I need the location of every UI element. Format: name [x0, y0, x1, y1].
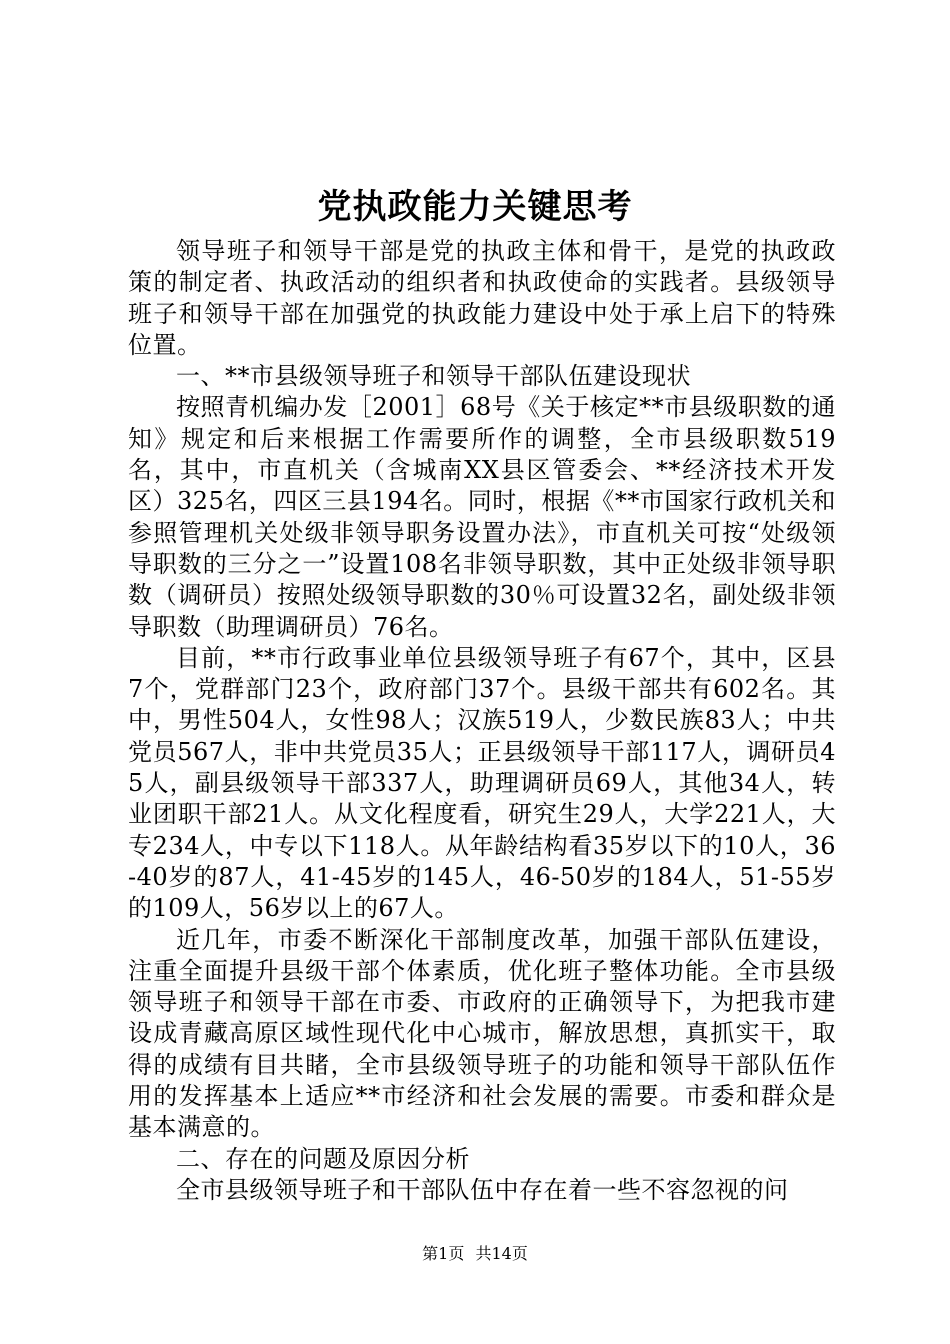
paragraph-problems: 全市县级领导班子和干部队伍中存在着一些不容忽视的问: [176, 1175, 789, 1204]
page-footer: [0, 1243, 950, 1265]
section-heading-status: 一、**市县级领导班子和领导干部队伍建设现状: [176, 362, 691, 391]
section-heading-problems: 二、存在的问题及原因分析: [176, 1144, 470, 1173]
page-total: 共14页: [475, 1244, 528, 1263]
page-number: 第1页: [422, 1244, 465, 1263]
document-title: 党执政能力关键思考: [317, 187, 633, 227]
paragraph-quota: 按照青机编办发［2001］68号《关于核定**市县级职数的通知》规定和后来根据工作需要所作的调整，全市县级职数519名，其中，市直机关（含城南XX县区管委会、**经济技术开发区）325名，四区三县194名。同时，根据《**市国家行政机关和参照管理机关处级非领导职务设置办法》，市直机关可按“处级领导职数的三分之一”设置108名非领导职数，其中正处级非领导职数（调研员）按照处级领导职数的30％可设置32名，副处级非领导职数（助理调研员）76名。: [128, 393, 836, 641]
paragraph-intro: 领导班子和领导干部是党的执政主体和骨干，是党的执政政策的制定者、执政活动的组织者和执政使命的实践者。县级领导班子和领导干部在加强党的执政能力建设中处于承上启下的特殊位置。: [128, 237, 836, 359]
paragraph-statistics: 目前，**市行政事业单位县级领导班子有67个，其中，区县7个，党群部门23个，政府部门37个。县级干部共有602名。其中，男性504人，女性98人；汉族519人，少数民族83人；中共党员567人，非中共党员35人；正县级领导干部117人，调研员45人，副县级领导干部337人，助理调研员69人，其他34人，转业团职干部21人。从文化程度看，研究生29人，大学221人，大专234人，中专以下118人。从年龄结构看35岁以下的10人，36-40岁的87人，41-45岁的145人，46-50岁的184人，51-55岁的109人，56岁以上的67人。: [128, 643, 836, 923]
document-body: [128, 236, 836, 1206]
paragraph-achievements: 近几年，市委不断深化干部制度改革，加强干部队伍建设，注重全面提升县级干部个体素质，优化班子整体功能。全市县级领导班子和领导干部在市委、市政府的正确领导下，为把我市建设成青藏高原区域性现代化中心城市，解放思想，真抓实干，取得的成绩有目共睹，全市县级领导班子的功能和领导干部队伍作用的发挥基本上适应**市经济和社会发展的需要。市委和群众是基本满意的。: [128, 925, 836, 1142]
